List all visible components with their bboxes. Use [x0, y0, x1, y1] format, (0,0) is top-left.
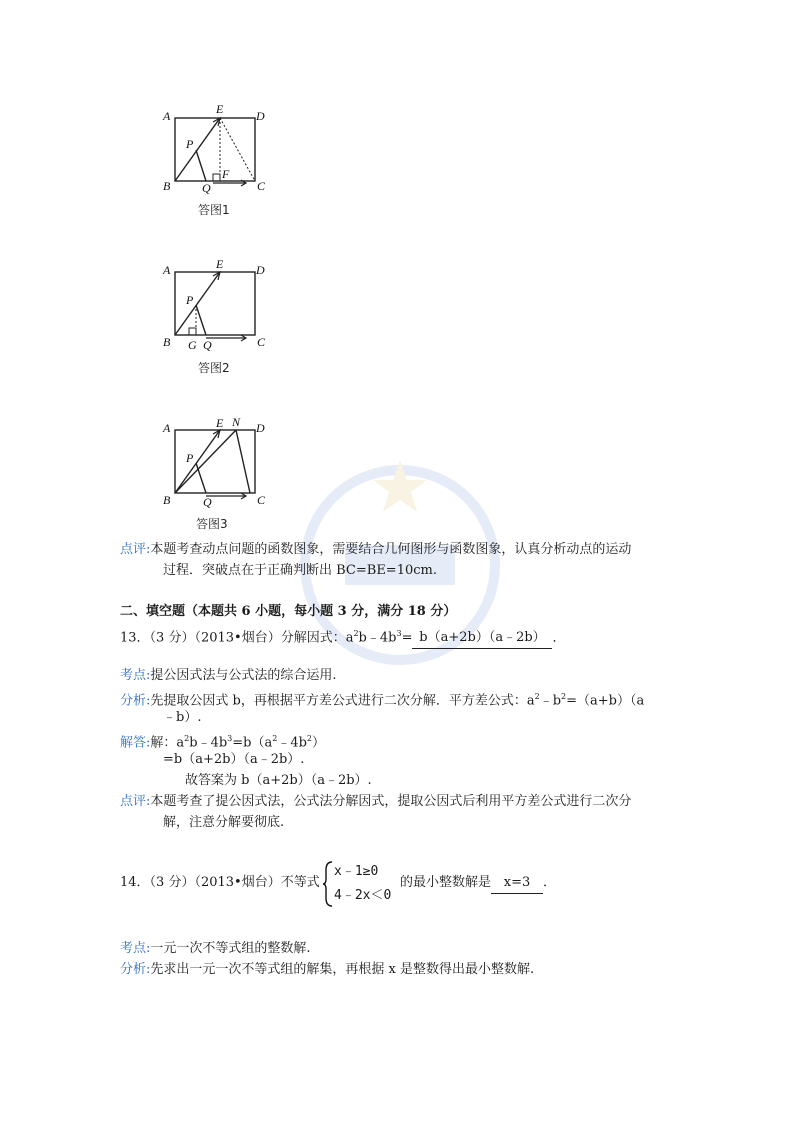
fig1-label-a: A	[163, 109, 171, 123]
q13-jieda-sup2: 3	[227, 734, 233, 743]
comment1-text-2: 过程．突破点在于正确判断出 BC=BE=10cm.	[163, 563, 437, 578]
brace-icon	[322, 860, 334, 908]
figure-3	[158, 416, 278, 515]
q13-dianping-text-1: 本题考查了提公因式法，公式法分解因式，提取公因式后利用平方差公式进行二次分	[150, 794, 632, 809]
q14-kaodian-text: 一元一次不等式组的整数解.	[150, 941, 311, 956]
fig2-label-q: Q	[203, 338, 212, 352]
figure-1-caption: 答图1	[198, 203, 230, 217]
q13-jieda-text-c: =b（a	[232, 735, 273, 751]
q14-fenxi	[120, 960, 534, 980]
figure-2-diagram	[158, 258, 278, 353]
q13-answer: b（a+2b）（a﹣2b）	[412, 628, 552, 649]
q13-jieda-line2: =b（a+2b）（a﹣2b）.	[163, 752, 305, 767]
figure-2	[158, 258, 278, 357]
q13-stem	[120, 624, 565, 649]
q13-fenxi-tag: 分析:	[120, 693, 151, 709]
q14-fenxi-tag: 分析:	[120, 962, 151, 977]
q13-stem-end: ．	[552, 630, 566, 646]
q13-fenxi-text-c: =（a+b）（a	[566, 693, 645, 709]
fig2-label-a: A	[163, 263, 171, 277]
q13-dianping-line1	[120, 792, 631, 812]
q14-ineq2: 4﹣2x＜0	[334, 888, 392, 903]
q13-stem-eq: =	[401, 630, 413, 646]
q13-kaodian	[120, 666, 337, 686]
figure-3-caption: 答图3	[196, 517, 228, 531]
q14-kaodian-tag: 考点:	[120, 941, 151, 956]
q13-jieda-text-e: ）	[312, 735, 326, 751]
q14-stem-prefix: 14．（3 分）（2013•烟台）不等式	[120, 875, 320, 890]
q13-jieda-tag: 解答:	[120, 735, 151, 751]
fig3-label-e: E	[216, 416, 224, 430]
q13-jieda-text-a: 解：a	[150, 735, 185, 751]
q13-fenxi-text-a: 先提取公因式 b，再根据平方差公式进行二次分解．平方差公式：a	[150, 693, 535, 709]
fig3-label-a: A	[163, 421, 171, 435]
q13-jieda-sup3: 2	[272, 734, 278, 743]
fig1-label-b: B	[163, 179, 171, 193]
fig1-label-c: C	[257, 179, 266, 193]
figure-2-caption: 答图2	[198, 361, 230, 375]
fig1-label-q: Q	[202, 181, 211, 195]
fig3-label-b: B	[163, 493, 171, 507]
fig1-label-f: F	[222, 167, 230, 181]
q13-jieda-text-b: b﹣4b	[189, 735, 228, 751]
figure-3-diagram	[158, 416, 278, 511]
comment1-line2	[163, 561, 437, 581]
fig2-label-e: E	[216, 258, 224, 271]
q13-fenxi-sup2: 2	[561, 692, 567, 701]
comment1-text-1: 本题考查动点问题的函数图象，需要结合几何图形与函数图象，认真分析动点的运动	[150, 542, 632, 557]
comment1-line1	[120, 540, 631, 560]
fig3-label-d: D	[256, 421, 265, 435]
q14-kaodian	[120, 939, 311, 959]
q13-stem-prefix: 13．（3 分）（2013•烟台）分解因式：a	[120, 630, 354, 646]
fig2-label-c: C	[257, 335, 266, 349]
q14-fenxi-text: 先求出一元一次不等式组的解集，再根据 x 是整数得出最小整数解.	[150, 962, 535, 977]
q14-ineq1: x﹣1≥0	[334, 864, 379, 879]
fig3-label-n: N	[232, 416, 241, 429]
fig2-label-b: B	[163, 335, 171, 349]
q14-stem-mid: 的最小整数解是	[400, 875, 492, 890]
q13-sup2: 3	[396, 629, 402, 638]
q14-answer: x=3	[491, 873, 543, 894]
q13-kaodian-text: 提公因式法与公式法的综合运用.	[150, 668, 337, 683]
q13-fenxi-text-2: ﹣b）.	[163, 710, 202, 725]
q13-jieda-sup1: 2	[184, 734, 190, 743]
figure-1-diagram	[158, 100, 278, 195]
fig2-label-p: P	[186, 293, 194, 307]
fig1-label-e: E	[216, 102, 224, 116]
q13-jieda-line3: 故答案为 b（a+2b）（a﹣2b）.	[185, 773, 372, 788]
q13-jieda-sup4: 2	[306, 734, 313, 743]
fig1-label-d: D	[256, 109, 265, 123]
fig2-label-g: G	[188, 338, 197, 352]
fig1-label-p: P	[186, 137, 194, 151]
q13-fenxi-line2	[163, 708, 201, 728]
figure-1	[158, 100, 278, 199]
q13-kaodian-tag: 考点:	[120, 668, 151, 683]
q13-fenxi-text-b: ﹣b	[539, 693, 562, 709]
q13-dianping-tag: 点评:	[120, 794, 151, 809]
q13-stem-mid: b﹣4b	[358, 630, 397, 646]
section2-heading: 二、填空题（本题共 6 小题，每小题 3 分，满分 18 分）	[120, 604, 457, 619]
q13-sup1: 2	[353, 629, 359, 638]
q13-fenxi-sup1: 2	[534, 692, 540, 701]
fig2-label-d: D	[256, 263, 265, 277]
q13-dianping-line2: 解，注意分解要彻底.	[163, 815, 285, 830]
fig3-label-q: Q	[203, 495, 212, 509]
fig3-label-p: P	[186, 451, 194, 465]
fig3-label-c: C	[257, 493, 266, 507]
q14-stem-rest	[400, 873, 556, 894]
comment1-tag: 点评:	[120, 542, 151, 557]
q14-stem-end: ．	[543, 875, 557, 890]
q13-jieda-text-d: ﹣4b	[277, 735, 307, 751]
